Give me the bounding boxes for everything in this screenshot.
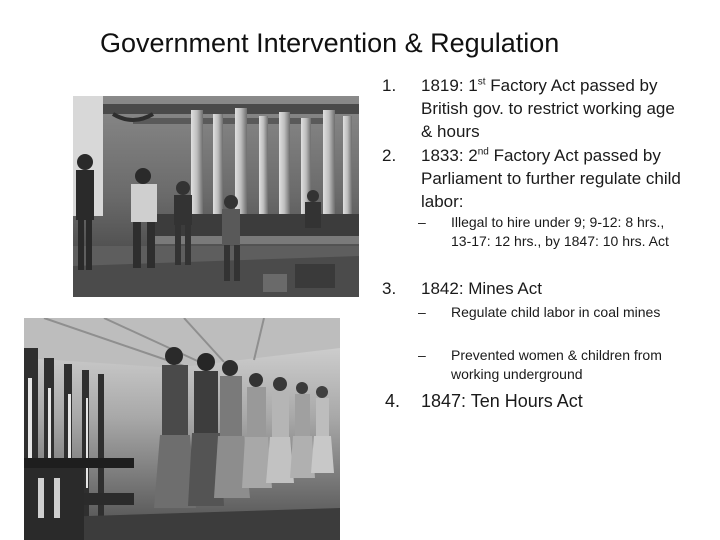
list-item-3-text: 1842: Mines Act: [421, 279, 542, 298]
dash-bullet: –: [418, 347, 426, 363]
ordinal-suffix: nd: [477, 146, 489, 158]
sub-item-text: Regulate child labor in coal mines: [451, 304, 661, 320]
list-number: 2.: [382, 146, 397, 165]
list-number: 3.: [382, 279, 397, 298]
list-number: 4.: [385, 391, 401, 411]
list-item-2-text: 1833: 2nd Factory Act passed by Parliament to further regulate child labor:: [421, 146, 681, 211]
ordinal-suffix: st: [477, 76, 486, 88]
slide-title: Government Intervention & Regulation: [100, 28, 560, 58]
list-item-4-text: 1847: Ten Hours Act: [421, 391, 583, 411]
textile-mill-girls-photo: [24, 318, 340, 540]
list-number: 1.: [382, 76, 397, 95]
list-item-1-text: 1819: 1st Factory Act passed by British gov. to restrict working age & hours: [421, 76, 675, 141]
sub-item-text: Illegal to hire under 9; 9-12: 8 hrs., 13-17: 12 hrs., by 1847: 10 hrs. Act: [451, 214, 669, 249]
dash-bullet: –: [418, 214, 426, 230]
sub-item-text: Prevented women & children from working underground: [451, 347, 662, 382]
dash-bullet: –: [418, 304, 426, 320]
factory-children-photo: [73, 96, 359, 297]
